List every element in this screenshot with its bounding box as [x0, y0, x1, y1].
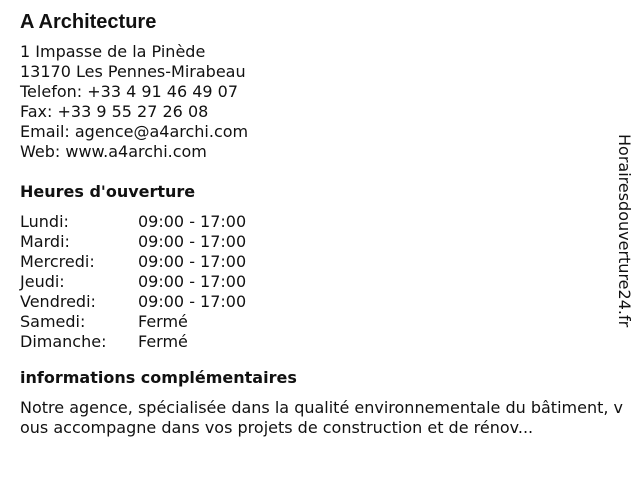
hours-row-saturday	[20, 312, 640, 332]
hours-row-sunday	[20, 332, 640, 352]
site-watermark: Horairesdouverture24.fr	[615, 134, 634, 328]
opening-hours-table	[20, 212, 640, 352]
day-label: Mardi:	[20, 232, 70, 251]
day-label: Vendredi:	[20, 292, 96, 311]
time-value: 09:00 - 17:00	[138, 232, 247, 251]
hours-row-tuesday	[20, 232, 640, 252]
hours-row-monday	[20, 212, 640, 232]
address-line-1: 1 Impasse de la Pinède	[20, 42, 206, 61]
phone-line: Telefon: +33 4 91 46 49 07	[20, 82, 239, 101]
business-name: A Architecture	[20, 11, 157, 33]
time-value: 09:00 - 17:00	[138, 212, 247, 231]
hours-row-friday	[20, 292, 640, 312]
day-label: Samedi:	[20, 312, 86, 331]
web-line: Web: www.a4archi.com	[20, 142, 207, 161]
hours-row-wednesday	[20, 252, 640, 272]
hours-row-thursday	[20, 272, 640, 292]
day-label: Jeudi:	[20, 272, 65, 291]
day-label: Lundi:	[20, 212, 69, 231]
time-value: 09:00 - 17:00	[138, 292, 247, 311]
email-line: Email: agence@a4archi.com	[20, 122, 249, 141]
additional-info-heading: informations complémentaires	[20, 368, 297, 387]
fax-line: Fax: +33 9 55 27 26 08	[20, 102, 209, 121]
opening-hours-heading: Heures d'ouverture	[20, 182, 196, 201]
contact-block	[20, 42, 640, 162]
time-value: 09:00 - 17:00	[138, 252, 247, 271]
day-label: Mercredi:	[20, 252, 95, 271]
additional-info-text: Notre agence, spécialisée dans la qualité environnementale du bâtiment, vous accompagne dans vos projets de construction et de rénov...	[20, 398, 623, 437]
time-value: Fermé	[138, 332, 188, 351]
time-value: Fermé	[138, 312, 188, 331]
time-value: 09:00 - 17:00	[138, 272, 247, 291]
day-label: Dimanche:	[20, 332, 107, 351]
address-line-2: 13170 Les Pennes-Mirabeau	[20, 62, 246, 81]
